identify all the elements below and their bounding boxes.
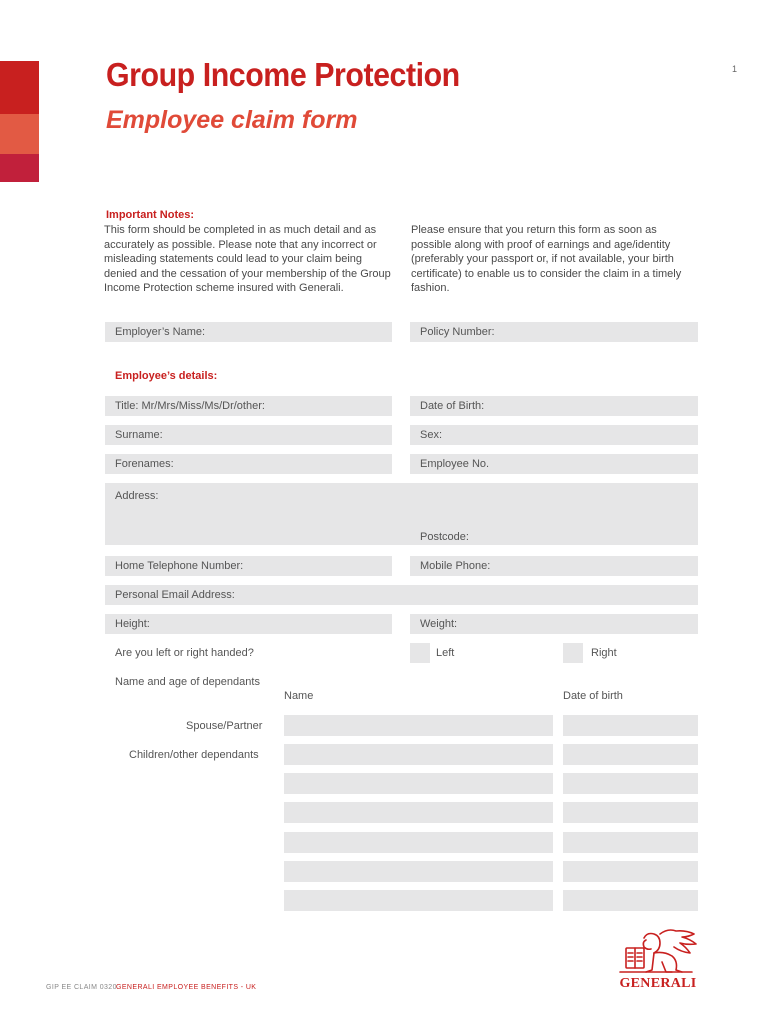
- employer-name-label: Employer’s Name:: [115, 326, 206, 338]
- personal-email-label: Personal Email Address:: [115, 589, 235, 601]
- dependant-1-dob-input[interactable]: [563, 744, 698, 765]
- dependant-3-dob-input[interactable]: [563, 802, 698, 823]
- sex-field[interactable]: [410, 425, 698, 445]
- accent-band-bottom: [0, 154, 39, 182]
- spouse-name-input[interactable]: [284, 715, 553, 736]
- policy-number-field[interactable]: [410, 322, 698, 342]
- dependants-dob-column: Date of birth: [563, 690, 623, 702]
- mobile-phone-label: Mobile Phone:: [420, 560, 491, 572]
- accent-band-top: [0, 61, 39, 114]
- lion-icon: [616, 928, 700, 978]
- height-label: Height:: [115, 618, 150, 630]
- surname-label: Surname:: [115, 429, 163, 441]
- dependant-4-dob-input[interactable]: [563, 832, 698, 853]
- spouse-partner-label: Spouse/Partner: [186, 720, 263, 732]
- policy-number-label: Policy Number:: [420, 326, 495, 338]
- dependant-4-name-input[interactable]: [284, 832, 553, 853]
- forenames-label: Forenames:: [115, 458, 174, 470]
- postcode-label: Postcode:: [420, 531, 469, 543]
- home-telephone-field[interactable]: [105, 556, 392, 576]
- dependant-6-dob-input[interactable]: [563, 890, 698, 911]
- handedness-question: Are you left or right handed?: [115, 647, 254, 659]
- dependants-heading: Name and age of dependants: [115, 676, 260, 688]
- address-label: Address:: [115, 490, 159, 502]
- mobile-phone-field[interactable]: [410, 556, 698, 576]
- important-notes-right: Please ensure that you return this form as soon as possible along with proof of earnings and age/identity (preferably your passport or, if not available, your birth certificate) to enable us to consider the claim in a timely fashion.: [411, 224, 682, 295]
- important-notes-left: This form should be completed in as much detail and as accurately as possible. Please note that any incorrect or misleading statements could lead to your claim being denied and the cessation of your membership of the Group Income Protection scheme insured with Generali.: [104, 224, 391, 295]
- employee-no-label: Employee No.: [420, 458, 490, 470]
- footer-form-code: GIP EE CLAIM 0320: [46, 984, 117, 991]
- weight-field[interactable]: [410, 614, 698, 634]
- dependant-6-name-input[interactable]: [284, 890, 553, 911]
- employer-name-field[interactable]: [105, 322, 392, 342]
- title-field[interactable]: [105, 396, 392, 416]
- right-handed-checkbox[interactable]: [563, 643, 583, 663]
- dependant-2-name-input[interactable]: [284, 773, 553, 794]
- spouse-dob-input[interactable]: [563, 715, 698, 736]
- employee-details-heading: Employee’s details:: [115, 370, 218, 382]
- personal-email-field[interactable]: [105, 585, 698, 605]
- surname-field[interactable]: [105, 425, 392, 445]
- sex-label: Sex:: [420, 429, 443, 441]
- title-label: Title: Mr/Mrs/Miss/Ms/Dr/other:: [115, 400, 265, 412]
- page-subtitle: Employee claim form: [106, 106, 358, 134]
- children-dependants-label: Children/other dependants: [129, 749, 259, 761]
- important-notes-heading: Important Notes:: [106, 209, 194, 221]
- dependant-1-name-input[interactable]: [284, 744, 553, 765]
- generali-logo: [616, 928, 700, 994]
- footer-brand: GENERALI EMPLOYEE BENEFITS - UK: [116, 984, 257, 991]
- weight-label: Weight:: [420, 618, 458, 630]
- page-title: Group Income Protection: [106, 56, 460, 93]
- dependants-name-column: Name: [284, 690, 314, 702]
- forenames-field[interactable]: [105, 454, 392, 474]
- dependant-5-name-input[interactable]: [284, 861, 553, 882]
- address-field[interactable]: [105, 483, 698, 545]
- height-field[interactable]: [105, 614, 392, 634]
- left-handed-label: Left: [436, 647, 455, 659]
- home-telephone-label: Home Telephone Number:: [115, 560, 244, 572]
- generali-wordmark: GENERALI: [619, 976, 697, 991]
- dependant-5-dob-input[interactable]: [563, 861, 698, 882]
- left-handed-checkbox[interactable]: [410, 643, 430, 663]
- accent-band-middle: [0, 114, 39, 154]
- dependant-2-dob-input[interactable]: [563, 773, 698, 794]
- page-number: 1: [732, 64, 738, 74]
- employee-no-field[interactable]: [410, 454, 698, 474]
- right-handed-label: Right: [591, 647, 617, 659]
- date-of-birth-label: Date of Birth:: [420, 400, 485, 412]
- date-of-birth-field[interactable]: [410, 396, 698, 416]
- dependant-3-name-input[interactable]: [284, 802, 553, 823]
